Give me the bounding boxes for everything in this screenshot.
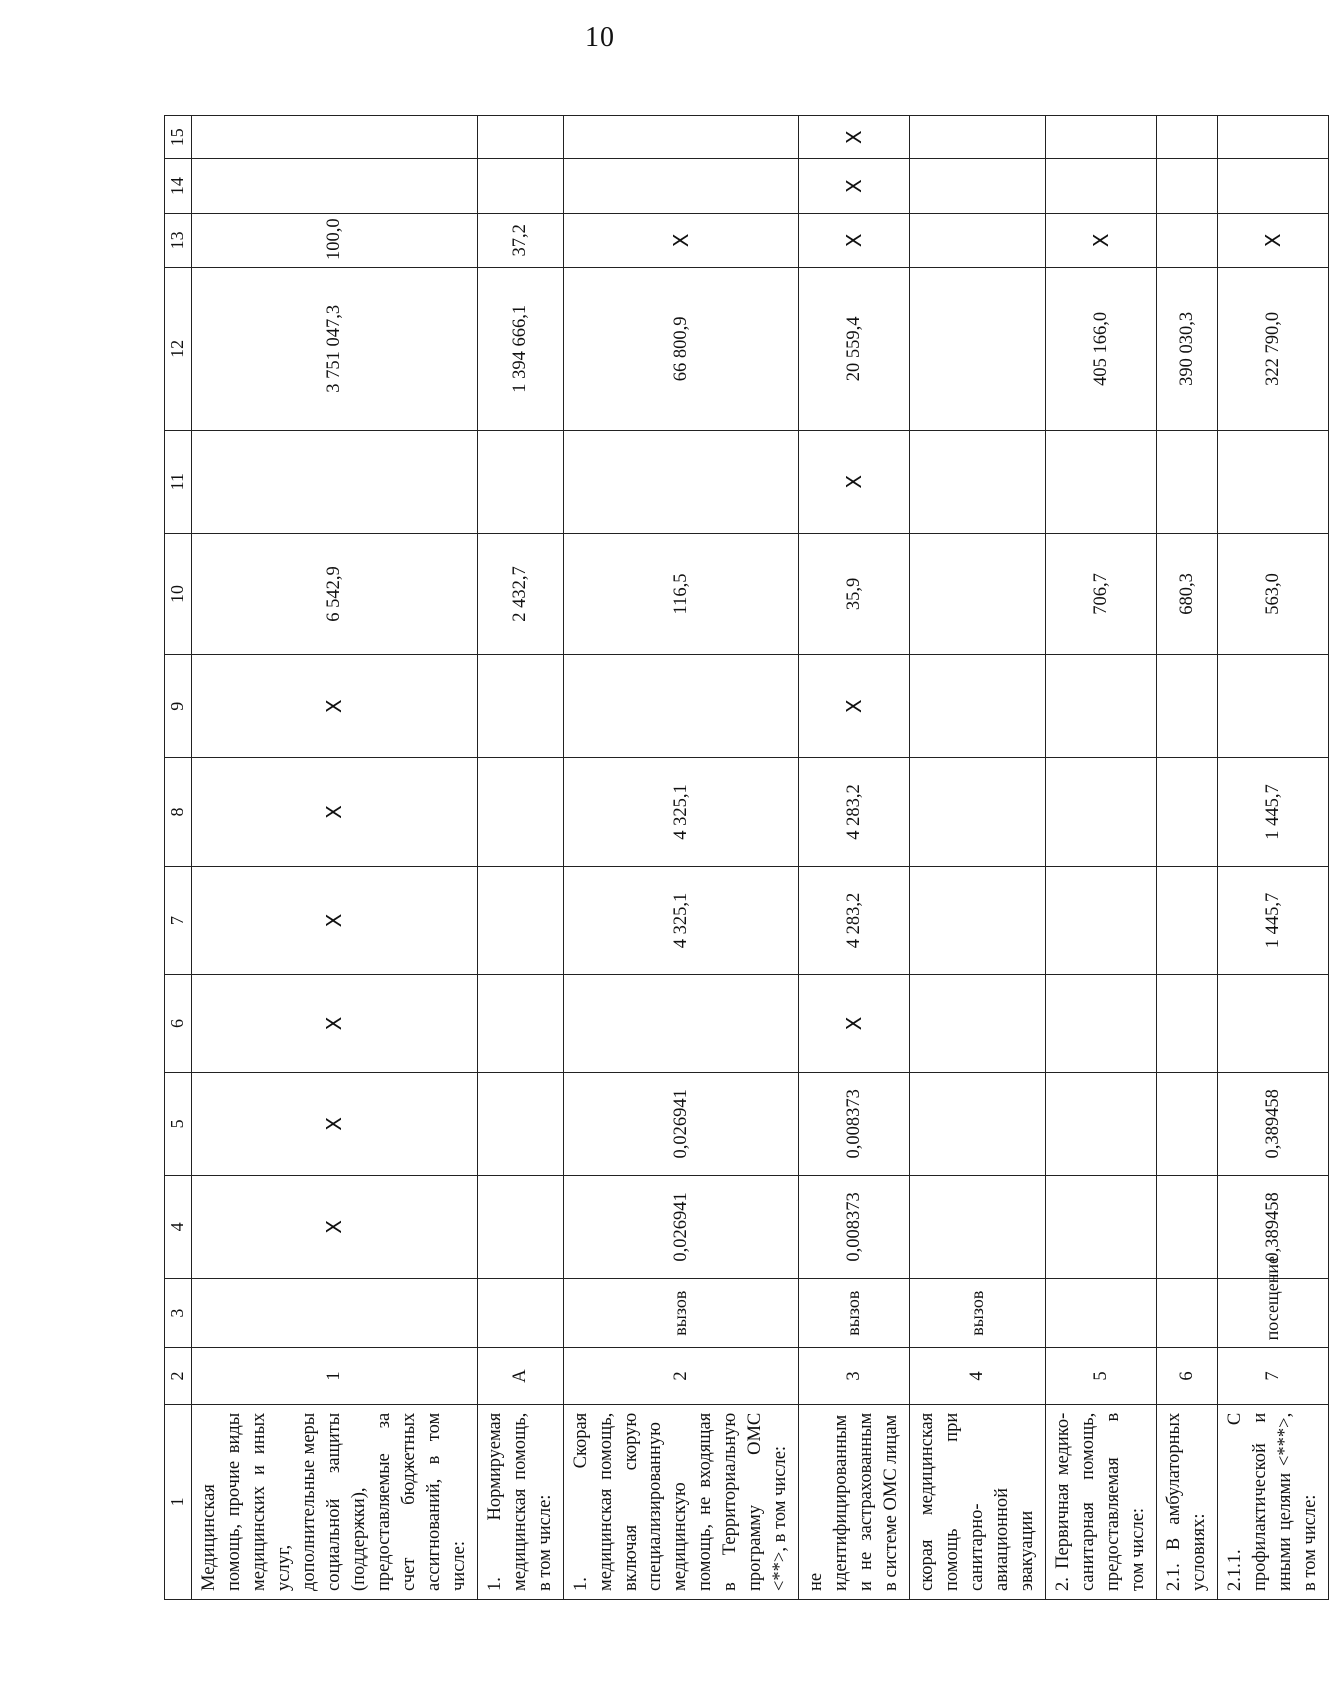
header-row [165, 116, 192, 1600]
cell-col-14: X [799, 159, 910, 213]
cell-col-13: 100,0 [192, 213, 478, 267]
cell-col-8 [477, 758, 563, 866]
cell-col-2: 1 [192, 1348, 478, 1404]
cell-col-12: 322 790,0 [1217, 267, 1328, 430]
cell-col-9 [477, 655, 563, 758]
cell-col-12: 405 166,0 [1046, 267, 1157, 430]
col-header: 6 [165, 975, 192, 1073]
col-header: 4 [165, 1175, 192, 1278]
cell-col-2: 7 [1217, 1348, 1328, 1404]
col-header: 13 [165, 213, 192, 267]
cell-col-7: 4 283,2 [799, 866, 910, 974]
cell-col-9 [1156, 655, 1217, 758]
cell-col-12: 20 559,4 [799, 267, 910, 430]
table-row [1217, 116, 1328, 1600]
cell-col-13: X [1217, 213, 1328, 267]
cell-col-10: 563,0 [1217, 533, 1328, 654]
cell-col-6: X [192, 975, 478, 1073]
col-header: 15 [165, 116, 192, 160]
cell-col-12: 3 751 047,3 [192, 267, 478, 430]
cell-col-8 [1156, 758, 1217, 866]
cell-col-15 [1046, 116, 1157, 160]
cell-col-7: X [192, 866, 478, 974]
cell-col-8 [910, 758, 1046, 866]
cell-col-2: 3 [799, 1348, 910, 1404]
cell-col-14 [1217, 159, 1328, 213]
cell-col-7 [1046, 866, 1157, 974]
cell-col-15 [477, 116, 563, 160]
cell-col-12: 1 394 666,1 [477, 267, 563, 430]
cell-col-10: 680,3 [1156, 533, 1217, 654]
cell-col-3 [477, 1278, 563, 1347]
cell-col-13 [1156, 213, 1217, 267]
cell-col-3: посещение [1217, 1278, 1328, 1347]
cell-col-1: 2.1.1. С профилактической и иными целями <***>, в том числе: [1217, 1404, 1328, 1599]
cell-col-4 [910, 1175, 1046, 1278]
cell-col-4: X [192, 1175, 478, 1278]
cell-col-8: 4 325,1 [563, 758, 799, 866]
cell-col-13: X [1046, 213, 1157, 267]
cell-col-4: 0,389458 [1217, 1175, 1328, 1278]
col-header: 2 [165, 1348, 192, 1404]
cell-col-5 [910, 1072, 1046, 1175]
cell-col-14 [1156, 159, 1217, 213]
cell-col-1: 1. Скорая медицинская помощь, включая скорую специализированную медицинскую помощь, не входящая в Территориальную программу ОМС <**>, в том числе: [563, 1404, 799, 1599]
cell-col-10: 35,9 [799, 533, 910, 654]
cell-col-3 [192, 1278, 478, 1347]
rotated-table-wrapper [164, 115, 1320, 1600]
table-row [563, 116, 799, 1600]
table-row [1156, 116, 1217, 1600]
cell-col-11 [1156, 430, 1217, 533]
col-header: 12 [165, 267, 192, 430]
cell-col-15 [1217, 116, 1328, 160]
cell-col-1: Медицинская помощь, прочие виды медицинских и иных услуг, дополнительные меры социальной защиты (поддержки), предоставляемые за счет бюджетных ассигнований, в том числе: [192, 1404, 478, 1599]
table-row [192, 116, 478, 1600]
cell-col-14 [1046, 159, 1157, 213]
cell-col-13: X [563, 213, 799, 267]
cell-col-5: 0,026941 [563, 1072, 799, 1175]
cell-col-2: 6 [1156, 1348, 1217, 1404]
cell-col-1: 2. Первичная медико-санитарная помощь, предоставляемая в том числе: [1046, 1404, 1157, 1599]
cell-col-9: X [192, 655, 478, 758]
cell-col-2: 4 [910, 1348, 1046, 1404]
cell-col-3 [1156, 1278, 1217, 1347]
cell-col-6 [563, 975, 799, 1073]
cell-col-4 [1046, 1175, 1157, 1278]
cell-col-8 [1046, 758, 1157, 866]
cell-col-4: 0,008373 [799, 1175, 910, 1278]
cell-col-4 [477, 1175, 563, 1278]
cell-col-2: 5 [1046, 1348, 1157, 1404]
cell-col-14 [477, 159, 563, 213]
cell-col-12: 390 030,3 [1156, 267, 1217, 430]
cell-col-1: 1. Нормируемая медицинская помощь, в том числе: [477, 1404, 563, 1599]
cell-col-3: вызов [563, 1278, 799, 1347]
col-header: 7 [165, 866, 192, 974]
cell-col-2: 2 [563, 1348, 799, 1404]
cell-col-9 [910, 655, 1046, 758]
cell-col-11 [192, 430, 478, 533]
cell-col-7: 1 445,7 [1217, 866, 1328, 974]
cell-col-7: 4 325,1 [563, 866, 799, 974]
cell-col-10 [910, 533, 1046, 654]
cell-col-15 [563, 116, 799, 160]
cell-col-5: 0,008373 [799, 1072, 910, 1175]
cell-col-13 [910, 213, 1046, 267]
cell-col-14 [910, 159, 1046, 213]
table-row [1046, 116, 1157, 1600]
cell-col-11: X [799, 430, 910, 533]
cell-col-9: X [799, 655, 910, 758]
cell-col-5 [477, 1072, 563, 1175]
cell-col-11 [910, 430, 1046, 533]
cell-col-15 [910, 116, 1046, 160]
cell-col-15: X [799, 116, 910, 160]
table-row [799, 116, 910, 1600]
cell-col-5: X [192, 1072, 478, 1175]
page-number: 10 [585, 22, 615, 53]
cell-col-6 [910, 975, 1046, 1073]
col-header: 3 [165, 1278, 192, 1347]
cell-col-3: вызов [910, 1278, 1046, 1347]
cell-col-8: X [192, 758, 478, 866]
cell-col-10: 6 542,9 [192, 533, 478, 654]
cell-col-10: 2 432,7 [477, 533, 563, 654]
table-row [910, 116, 1046, 1600]
cell-col-2: А [477, 1348, 563, 1404]
cell-col-9 [563, 655, 799, 758]
cell-col-10: 116,5 [563, 533, 799, 654]
cell-col-6 [1156, 975, 1217, 1073]
col-header: 5 [165, 1072, 192, 1175]
cell-col-8: 1 445,7 [1217, 758, 1328, 866]
cell-col-4: 0,026941 [563, 1175, 799, 1278]
table-row [477, 116, 563, 1600]
data-table [164, 115, 1329, 1600]
cell-col-5 [1046, 1072, 1157, 1175]
col-header: 8 [165, 758, 192, 866]
cell-col-12 [910, 267, 1046, 430]
cell-col-13: 37,2 [477, 213, 563, 267]
cell-col-8: 4 283,2 [799, 758, 910, 866]
col-header: 10 [165, 533, 192, 654]
col-header: 1 [165, 1404, 192, 1599]
cell-col-7 [477, 866, 563, 974]
cell-col-1: не идентифицированным и не застрахованным в системе ОМС лицам [799, 1404, 910, 1599]
cell-col-15 [1156, 116, 1217, 160]
cell-col-7 [910, 866, 1046, 974]
cell-col-5: 0,389458 [1217, 1072, 1328, 1175]
cell-col-14 [192, 159, 478, 213]
cell-col-9 [1217, 655, 1328, 758]
cell-col-7 [1156, 866, 1217, 974]
cell-col-6 [1217, 975, 1328, 1073]
col-header: 9 [165, 655, 192, 758]
col-header: 14 [165, 159, 192, 213]
cell-col-1: скорая медицинская помощь при санитарно-авиационной эвакуации [910, 1404, 1046, 1599]
cell-col-14 [563, 159, 799, 213]
cell-col-15 [192, 116, 478, 160]
cell-col-11 [1046, 430, 1157, 533]
cell-col-3: вызов [799, 1278, 910, 1347]
cell-col-12: 66 800,9 [563, 267, 799, 430]
cell-col-11 [563, 430, 799, 533]
cell-col-6 [477, 975, 563, 1073]
cell-col-5 [1156, 1072, 1217, 1175]
cell-col-13: X [799, 213, 910, 267]
cell-col-9 [1046, 655, 1157, 758]
cell-col-10: 706,7 [1046, 533, 1157, 654]
cell-col-6: X [799, 975, 910, 1073]
cell-col-11 [1217, 430, 1328, 533]
cell-col-11 [477, 430, 563, 533]
cell-col-4 [1156, 1175, 1217, 1278]
cell-col-1: 2.1. В амбулаторных условиях: [1156, 1404, 1217, 1599]
col-header: 11 [165, 430, 192, 533]
cell-col-3 [1046, 1278, 1157, 1347]
cell-col-6 [1046, 975, 1157, 1073]
